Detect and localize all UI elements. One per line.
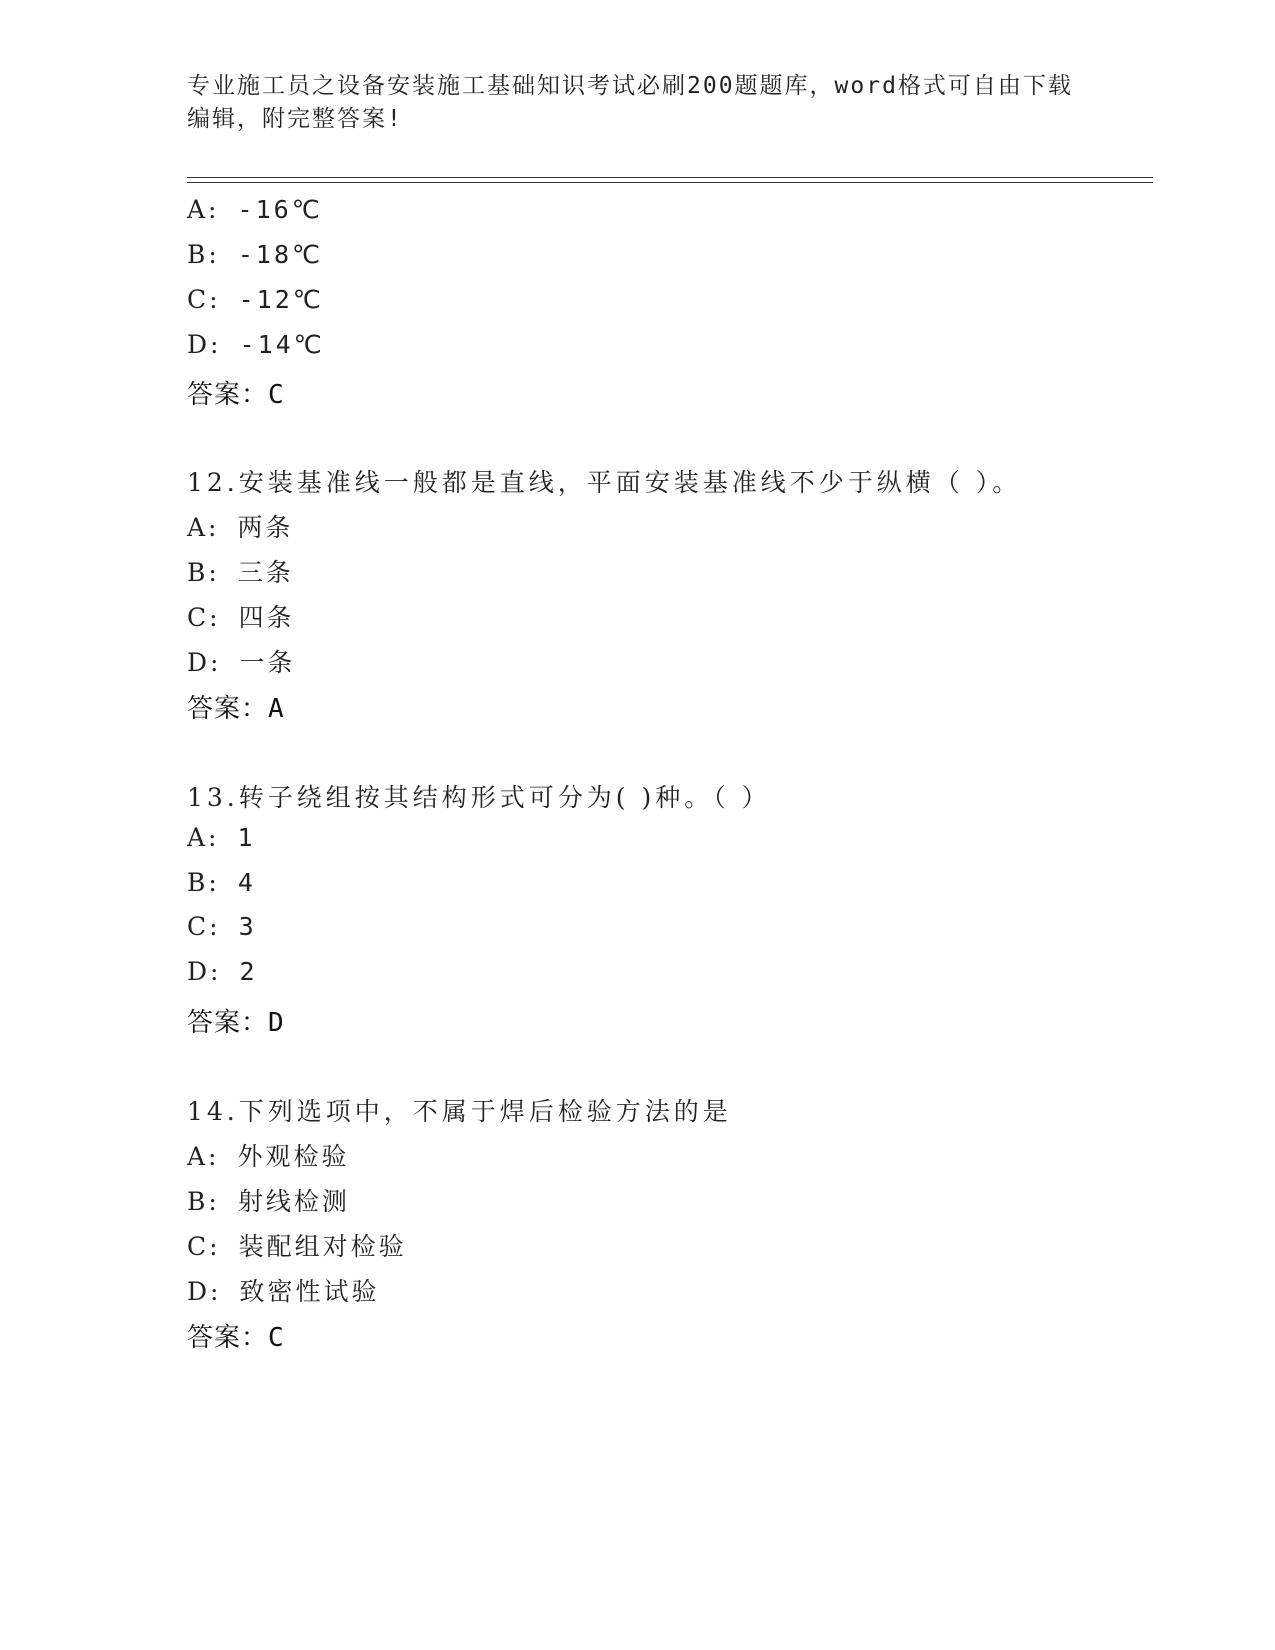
option-d xyxy=(187,330,325,359)
answer-label: 答案： xyxy=(187,694,269,724)
answer-value: C xyxy=(268,380,285,410)
option-label: B: xyxy=(187,240,220,269)
option-c xyxy=(187,912,257,941)
option-c xyxy=(187,285,324,314)
option-text: 四条 xyxy=(238,603,295,632)
answer-value: C xyxy=(268,1323,285,1353)
option-b xyxy=(187,868,256,897)
option-b xyxy=(187,553,294,589)
answer-line xyxy=(187,374,285,411)
option-label: C: xyxy=(187,1232,221,1261)
answer-label: 答案： xyxy=(187,380,269,410)
answer-line xyxy=(187,1317,285,1354)
option-label: A: xyxy=(187,1142,220,1171)
option-label: A: xyxy=(187,195,220,224)
answer-value: A xyxy=(268,694,285,724)
option-label: B: xyxy=(187,558,220,587)
option-c xyxy=(187,1227,407,1263)
question-text: 12.安装基准线一般都是直线，平面安装基准线不少于纵横（ ）。 xyxy=(187,468,1022,497)
option-a xyxy=(187,508,294,544)
option-label: D: xyxy=(187,648,222,677)
option-text: 两条 xyxy=(237,513,294,542)
option-text: 外观检验 xyxy=(237,1142,350,1171)
answer-label: 答案： xyxy=(187,1323,269,1353)
option-b xyxy=(187,1182,350,1218)
option-c xyxy=(187,598,295,634)
option-text: -12℃ xyxy=(238,285,324,314)
option-text: 一条 xyxy=(239,648,296,677)
option-label: A: xyxy=(187,513,220,542)
option-text: 1 xyxy=(237,823,256,852)
header-line-2: 编辑，附完整答案! xyxy=(187,106,403,132)
option-text: 三条 xyxy=(237,558,294,587)
option-text: -18℃ xyxy=(237,240,324,269)
option-label: D: xyxy=(187,957,222,986)
option-d xyxy=(187,1272,380,1308)
option-label: C: xyxy=(187,912,221,941)
document-header xyxy=(187,70,1087,136)
answer-value: D xyxy=(268,1008,285,1038)
option-label: A: xyxy=(187,823,220,852)
question-text: 14.下列选项中，不属于焊后检验方法的是 xyxy=(187,1097,732,1126)
option-label: C: xyxy=(187,285,221,314)
option-a xyxy=(187,1137,350,1173)
header-divider-bottom xyxy=(187,182,1153,183)
option-text: 射线检测 xyxy=(237,1187,350,1216)
option-label: C: xyxy=(187,603,221,632)
option-text: 致密性试验 xyxy=(239,1277,380,1306)
option-d xyxy=(187,957,258,986)
option-text: 4 xyxy=(237,868,256,897)
option-a xyxy=(187,195,323,224)
option-label: D: xyxy=(187,1277,222,1306)
option-label: D: xyxy=(187,330,222,359)
option-text: -14℃ xyxy=(239,330,325,359)
header-divider-top xyxy=(187,177,1153,178)
answer-line xyxy=(187,1002,285,1039)
option-text: 3 xyxy=(238,912,257,941)
option-text: -16℃ xyxy=(237,195,323,224)
option-b xyxy=(187,240,323,269)
header-line-1: 专业施工员之设备安装施工基础知识考试必刷200题题库，word格式可自由下载 xyxy=(187,73,1073,99)
option-text: 装配组对检验 xyxy=(238,1232,407,1261)
answer-label: 答案： xyxy=(187,1008,269,1038)
option-d xyxy=(187,643,296,679)
option-label: B: xyxy=(187,868,220,897)
option-text: 2 xyxy=(239,957,258,986)
question-text: 13.转子绕组按其结构形式可分为( )种。（ ） xyxy=(187,783,771,812)
answer-line xyxy=(187,688,285,725)
option-label: B: xyxy=(187,1187,220,1216)
option-a xyxy=(187,823,256,852)
